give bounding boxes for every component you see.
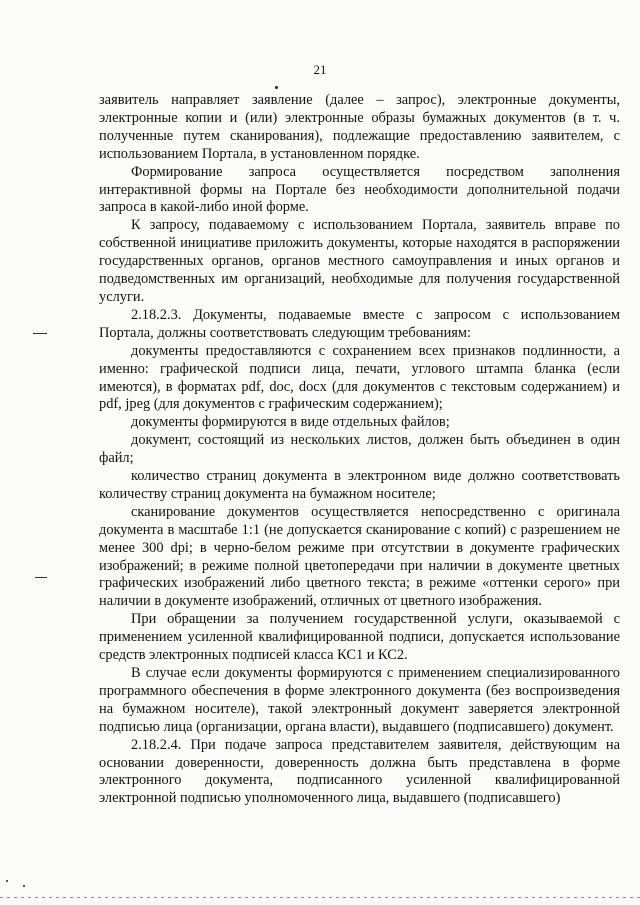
page-number: 21 (313, 62, 327, 77)
requirement-item: документ, состоящий из нескольких листов, должен быть объединен в один файл; (99, 432, 620, 467)
paragraph: К запросу, подаваемому с использованием Портала, заявитель вправе по собственной инициативе приложить документы, которые находятся в распоряжении государственных органов, органов местного самоуправления и иных органов и подведомственных им организаций, необходимые для получения государственной услуги. (99, 217, 620, 305)
paragraph: Формирование запроса осуществляется посредством заполнения интерактивной формы на Портале без необходимости дополнительной подачи запроса в какой-либо иной форме. (99, 163, 620, 216)
scan-speck-top (275, 86, 278, 89)
scan-speck-bottom-left-2 (6, 880, 8, 882)
document-body (99, 92, 620, 808)
scan-margin-mark-lower (35, 577, 47, 578)
scan-bottom-edge (0, 897, 640, 898)
paragraph-section-2-18-2-3: 2.18.2.3. Документы, подаваемые вместе с запросом с использованием Портала, должны соответствовать следующим требованиям: (99, 306, 620, 341)
scan-speck-bottom-left-1 (23, 885, 25, 887)
requirement-item: документы формируются в виде отдельных файлов; (131, 414, 450, 431)
paragraph-section-2-18-2-4: 2.18.2.4. При подаче запроса представителем заявителя, действующим на основании доверенности, доверенность должна быть представлена в форме электронного документа, подписанного усиленной квалифицированной электронной подписью уполномоченного лица, выдавшего (подписавшего) (99, 736, 620, 807)
requirement-item: сканирование документов осуществляется непосредственно с оригинала документа в масштабе 1:1 (не допускается сканирование с копий) с разрешением не менее 300 dpi; в черно-белом режиме при отсутствии в документе графических изображений; в режиме полной цветопередачи при наличии в документе цветных графических изображений либо цветного текста; в режиме «оттенки серого» при наличии в документе изображений, отличных от цветного изображения. (99, 503, 620, 610)
paragraph: В случае если документы формируются с применением специализированного программного обеспечения в форме электронного документа (без воспроизведения на бумажном носителе), такой электронный документ заверяется электронной подписью лица (организации, органа власти), выдавшего (подписавшего) документ. (99, 665, 620, 735)
paragraph: заявитель направляет заявление (далее – запрос), электронные документы, электронные копии и (или) электронные образы бумажных документов (в т. ч. полученные путем сканирования), подлежащие предоставлению заявителем, с использованием Портала, в установленном порядке. (99, 92, 620, 162)
requirement-item: количество страниц документа в электронном виде должно соответствовать количеству страниц документа на бумажном носителе; (99, 468, 620, 502)
requirement-item: документы предоставляются с сохранением всех признаков подлинности, а именно: графической подписи лица, печати, углового штампа бланка (если имеются), в форматах pdf, doc, docx (для документов с текстовым содержанием) и pdf, jpeg (для документов с графическим содержанием); (99, 342, 620, 413)
paragraph: При обращении за получением государственной услуги, оказываемой с применением усиленной квалифицированной подписи, допускается использование средств электронных подписей класса КС1 и КС2. (99, 611, 620, 664)
scan-margin-mark-upper (33, 333, 47, 334)
